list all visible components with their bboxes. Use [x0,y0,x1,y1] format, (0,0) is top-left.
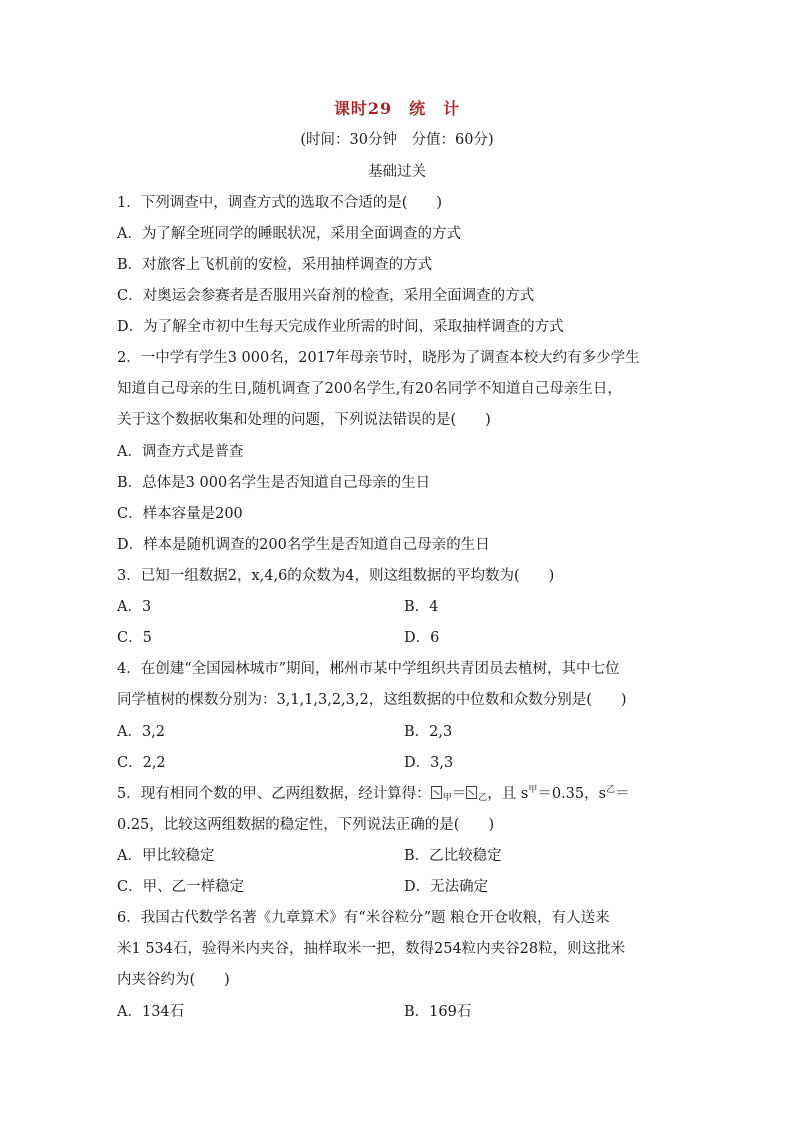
question-5-stem-line-2: 0.25，比较这两组数据的稳定性，下列说法正确的是( ) [117,817,495,833]
question-2-option-b: B．总体是3 000名学生是否知道自己母亲的生日 [117,475,431,491]
question-6-stem-line-3: 内夹谷约为( ) [117,972,230,988]
question-4-option-c: C．2,2 [117,755,166,771]
x-bar-placeholder-icon [466,786,477,799]
question-4-option-a: A．3,2 [117,724,166,740]
question-6-stem-line-2: 米1 534石，验得米内夹谷，抽样取米一把，数得254粒内夹谷28粒，则这批米 [117,941,626,957]
question-3-option-d: D．6 [404,630,440,646]
question-2-stem-line-3: 关于这个数据收集和处理的问题，下列说法错误的是( ) [117,412,491,428]
question-2-stem-line-2: 知道自己母亲的生日,随机调查了200名学生,有20名同学不知道自己母亲生日， [117,381,622,397]
question-5-option-d: D．无法确定 [404,879,489,895]
question-6-stem-line-1: 6．我国古代数学名著《九章算术》有“米谷粒分”题 粮仓开仓收粮，有人送来 [117,910,610,926]
q5-sup-yi: 乙 [606,785,616,795]
question-2-stem-line-1: 2．一中学有学生3 000名，2017年母亲节时，晓彤为了调查本校大约有多少学生 [117,350,640,366]
question-3-option-c: C．5 [117,630,152,646]
q5-sub-yi: 乙 [478,793,488,803]
question-3-option-a: A．3 [117,599,152,615]
x-bar-placeholder-icon [431,786,442,799]
question-6-option-a: A．134石 [117,1004,185,1020]
question-1-option-c: C．对奥运会参赛者是否服用兴奋剂的检查，采用全面调查的方式 [117,288,535,304]
question-2-option-d: D．样本是随机调查的200名学生是否知道自己母亲的生日 [117,537,490,553]
question-5-option-c: C．甲、乙一样稳定 [117,879,245,895]
question-1-option-d: D．为了解全市初中生每天完成作业所需的时间，采取抽样调查的方式 [117,319,564,335]
question-6-option-b: B．169石 [404,1004,472,1020]
lesson-title: 课时29 统 计 [333,99,461,118]
q5-text-2: ，且 s [487,786,529,802]
question-4-option-d: D．3,3 [404,755,454,771]
question-5-stem-line-1 [117,782,630,803]
question-1-stem: 1．下列调查中，调查方式的选取不合适的是( ) [117,195,443,211]
question-4-stem-line-2: 同学植树的棵数分别为：3,1,1,3,2,3,2，这组数据的中位数和众数分别是( ) [117,692,627,708]
question-3-stem: 3．已知一组数据2，x,4,6的众数为4，则这组数据的平均数为( ) [117,568,555,584]
question-1-option-b: B．对旅客上飞机前的安检，采用抽样调查的方式 [117,257,433,273]
q5-text-1: 5．现有相同个数的甲、乙两组数据，经计算得： [117,786,431,802]
question-2-option-a: A．调查方式是普查 [117,444,244,460]
question-4-stem-line-1: 4．在创建“全国园林城市”期间，郴州市某中学组织共青团员去植树，其中七位 [117,661,620,677]
question-1-option-a: A．为了解全班同学的睡眠状况，采用全面调查的方式 [117,226,461,242]
question-2-option-c: C．样本容量是200 [117,506,243,522]
q5-text-4: ＝ [615,786,630,802]
q5-sub-jia: 甲 [442,793,452,803]
q5-text-3: ＝0.35，s [537,786,607,802]
time-score-info: (时间：30分钟 分值：60分) [300,132,494,148]
question-4-option-b: B．2,3 [404,724,453,740]
question-3-option-b: B．4 [404,599,439,615]
q5-equals: ＝ [451,786,467,802]
q5-sup-jia: 甲 [528,785,538,795]
question-5-option-b: B．乙比较稳定 [404,848,502,864]
section-heading: 基础过关 [368,164,426,180]
question-5-option-a: A．甲比较稳定 [117,848,215,864]
